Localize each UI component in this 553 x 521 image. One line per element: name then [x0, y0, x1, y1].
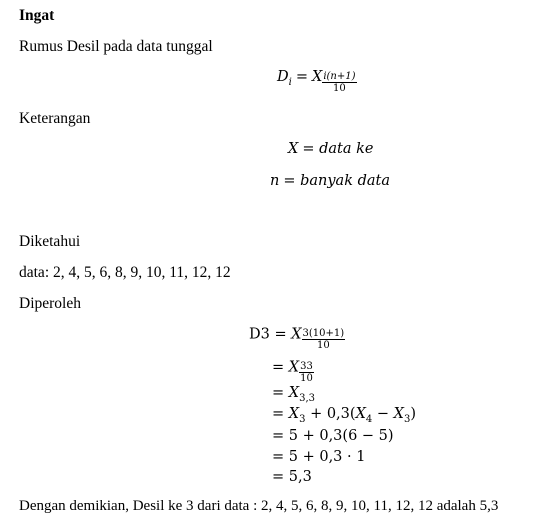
step-3-sub: 3,3	[299, 393, 315, 404]
step-2-denominator: 10	[300, 373, 313, 384]
step-4-close: )	[410, 406, 417, 422]
formula-sub-denominator: 10	[333, 83, 346, 94]
heading: Ingat	[19, 7, 55, 24]
legend-n-text: = banyak data	[283, 173, 390, 189]
keterangan: Keterangan	[19, 110, 91, 127]
formula-d-sub: i	[288, 77, 292, 89]
diperoleh: Diperoleh	[19, 295, 81, 312]
step-4-sub3: 3	[299, 414, 306, 425]
step-4-mid: + 0,3(	[305, 406, 356, 422]
step-4-minus: −	[372, 406, 394, 422]
diketahui: Diketahui	[19, 233, 81, 250]
step-4-sub3b: 3	[403, 414, 411, 425]
step-5: = 5 + 0,3(6 − 5)	[272, 428, 394, 444]
formula-equals: =	[295, 69, 308, 86]
step-4-equals: =	[272, 406, 285, 422]
legend-n	[270, 172, 390, 190]
step-2-numerator: 33	[300, 361, 313, 372]
step-2	[272, 356, 314, 384]
step-2-equals: =	[272, 359, 285, 376]
step-4-sub4: 4	[365, 414, 373, 425]
step-4-x3b: X	[393, 406, 404, 422]
data-line: data: 2, 4, 5, 6, 8, 9, 10, 11, 12, 12	[19, 264, 231, 281]
formula-intro: Rumus Desil pada data tunggal	[19, 38, 213, 55]
decile-formula	[277, 66, 357, 94]
formula-x: X	[312, 69, 323, 86]
legend-n-symbol: n	[270, 173, 280, 189]
legend-x	[288, 140, 373, 158]
step-7: = 5,3	[272, 469, 312, 485]
step-2-x: X	[288, 359, 300, 376]
step-3-equals: =	[272, 385, 285, 401]
step-1-denominator: 10	[317, 340, 330, 351]
step-3-x: X	[288, 385, 300, 401]
step-1-numerator: 3(10+1)	[302, 328, 345, 339]
formula-d: D	[277, 69, 289, 86]
step-6: = 5 + 0,3 · 1	[272, 449, 366, 465]
step-1	[249, 323, 345, 351]
step-3	[272, 385, 315, 404]
step-1-x: X	[291, 326, 302, 343]
step-4	[272, 406, 417, 425]
step-1-lhs: D3 =	[249, 326, 287, 343]
conclusion: Dengan demikian, Desil ke 3 dari data : 2, 4, 5, 6, 8, 9, 10, 11, 12, 12 adalah 5,3	[19, 498, 499, 514]
legend-x-text: = data ke	[302, 141, 374, 157]
legend-x-symbol: X	[288, 141, 299, 157]
formula-sub-numerator: i(n+1)	[323, 71, 356, 82]
step-4-x4: X	[355, 406, 366, 422]
step-4-x3: X	[288, 406, 300, 422]
